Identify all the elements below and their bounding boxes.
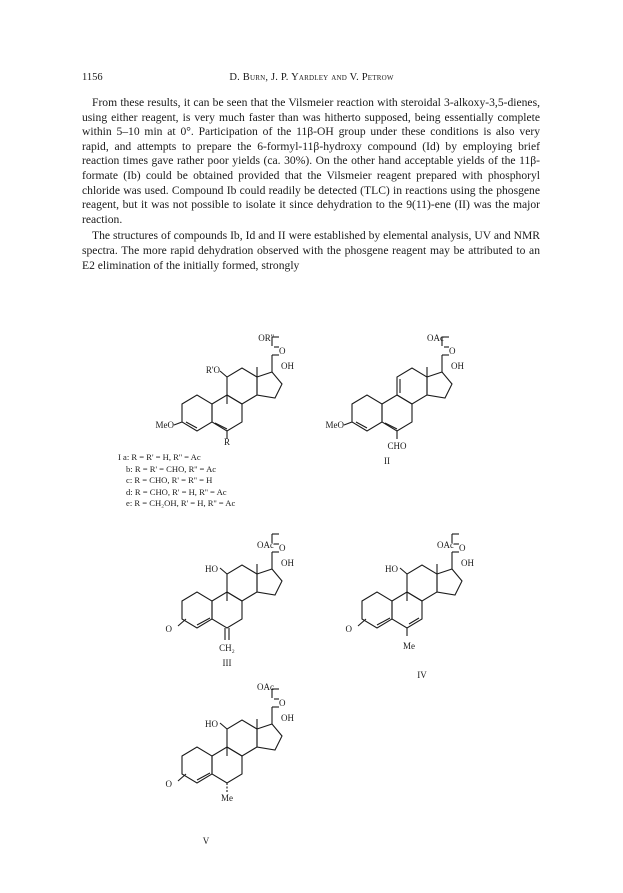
III-ketone: O [279, 543, 286, 553]
paragraph-1: From these results, it can be seen that the Vilsmeier reaction with steroidal 3-alkoxy-3,5-dienes, using either reagent, is very much faster than was hitherto supposed, being essentially complete within 5–10 min at 0°. Participation of the 11β-OH group under these conditions is also very rapid, and attempts to prepare the 6-formyl-11β-hydroxy compound (Id) by employing brief reaction times gave rather poor yields (ca. 30%). On the other hand acceptable yields of the 11β-formate (Ib) could be obtained provided that the Vilsmeier reagent prepared with phosphoryl chloride was used. Compound Ib could readily be detected (TLC) in reactions using the phosgene reagent, but it was not possible to isolate it since dehydration to the 9(11)-ene (II) was the major reaction. [82, 96, 540, 226]
ring-a [182, 395, 212, 431]
IV-ho: HO [385, 564, 398, 574]
V-ketone: O [279, 698, 286, 708]
substituent-line-c: c: R = CHO, R' = R'' = H [126, 475, 213, 486]
substituent-legend [118, 452, 235, 510]
IV-oh: OH [461, 558, 474, 568]
II-ketone: O [449, 346, 456, 356]
structure-V [178, 689, 282, 792]
IV-o3: O [345, 624, 352, 634]
II-side-chain: OAc [427, 333, 444, 343]
V-o3: O [165, 779, 172, 789]
II-meo: MeO [325, 420, 344, 430]
I-r: R [223, 437, 231, 447]
I-side-chain: OR'' [258, 333, 274, 343]
ring-c [227, 368, 257, 404]
II-cho: CHO [387, 441, 407, 451]
page-number: 1156 [82, 72, 103, 83]
V-me: Me [221, 793, 233, 803]
V-ho: HO [205, 719, 218, 729]
II-oh: OH [451, 361, 464, 371]
V-oh: OH [281, 713, 294, 723]
II-label: II [384, 456, 390, 466]
III-ho: HO [205, 564, 218, 574]
substituent-line-a: I a: R = R' = H, R'' = Ac [118, 452, 201, 462]
ring-d [257, 372, 282, 398]
structure-II [344, 337, 452, 439]
running-head-authors: D. Burn, J. P. Yardley and V. Petrow [229, 72, 394, 83]
I-meo: MeO [155, 420, 174, 430]
substituent-line-e: e: R = CH₂OH, R' = H, R'' = Ac [126, 498, 236, 509]
III-oh: OH [281, 558, 294, 568]
I-r-prime-o: R'O [205, 365, 220, 375]
V-side-chain: OAc [257, 682, 274, 692]
substituent-line-b: b: R = R' = CHO, R'' = Ac [126, 463, 217, 474]
IV-me: Me [403, 641, 415, 651]
substituent-line-d: d: R = CHO, R' = H, R'' = Ac [126, 486, 227, 497]
structure-I [174, 337, 282, 439]
IV-side-chain: OAc [437, 540, 454, 550]
III-label: III [222, 658, 232, 668]
III-ch2: CH₂ [219, 643, 235, 653]
paragraph-2: The structures of compounds Ib, Id and II were established by elemental analysis, UV and NMR spectra. The more rapid dehydration observed with the phosgene reagent may be attributed to an E2 elimination of the initially formed, strongly [82, 229, 540, 272]
I-oh: OH [281, 361, 294, 371]
IV-ketone: O [459, 543, 466, 553]
IV-label: IV [417, 670, 427, 680]
V-label: V [202, 836, 210, 846]
III-o3: O [165, 624, 172, 634]
III-side-chain: OAc [257, 540, 274, 550]
I-ketone: O [279, 346, 286, 356]
